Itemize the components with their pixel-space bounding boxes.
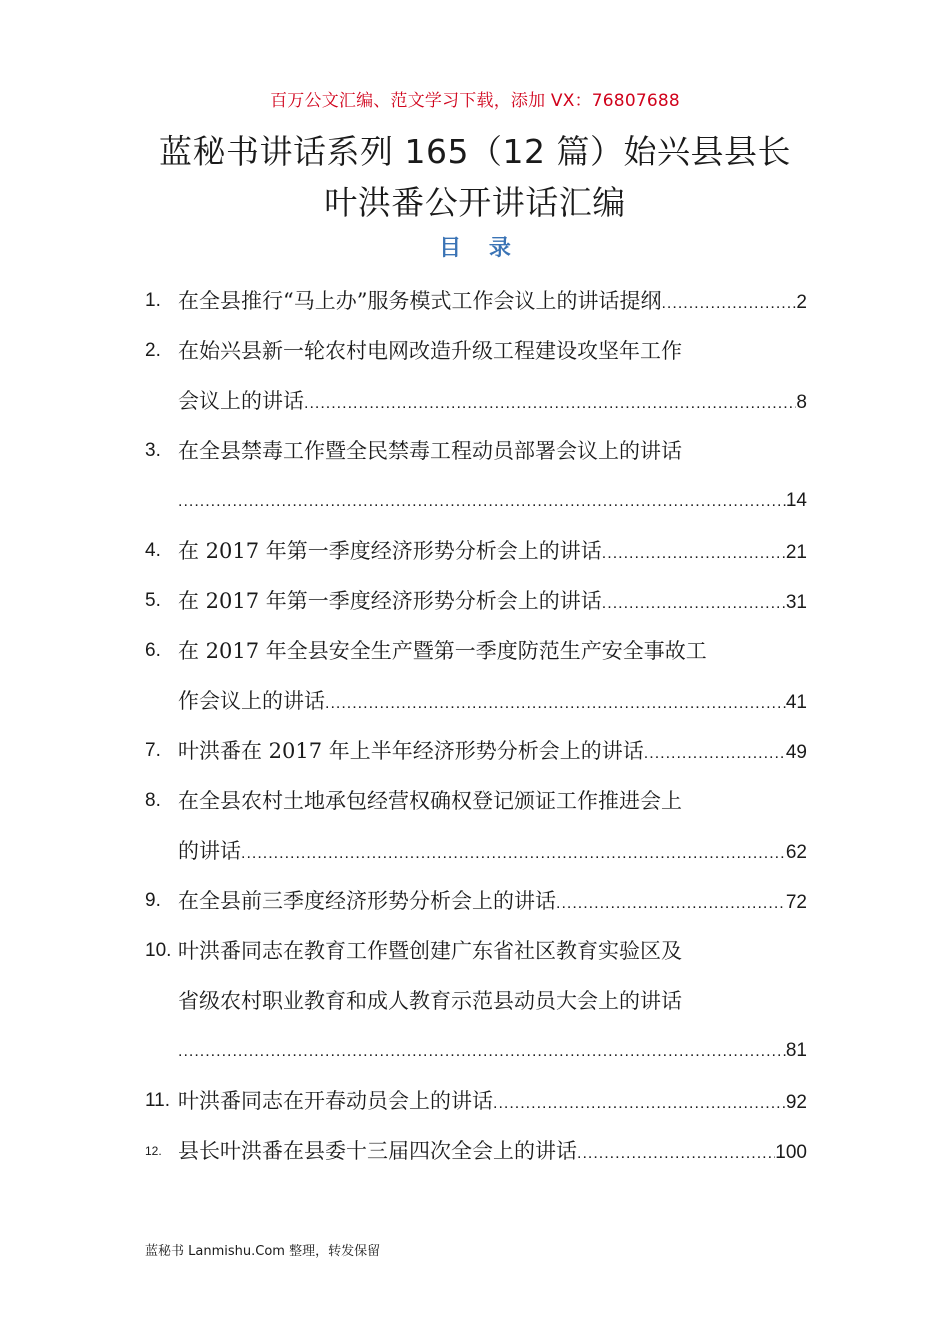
toc-entry-title: 叶洪番同志在开春动员会上的讲话 <box>178 1089 493 1113</box>
dot-leader <box>556 879 786 926</box>
toc-entry-number: 6. <box>145 640 161 661</box>
table-of-contents <box>145 276 807 1176</box>
toc-heading <box>0 231 950 262</box>
toc-entry-page-number: 8 <box>796 392 807 413</box>
dot-leader <box>325 679 786 726</box>
toc-entry[interactable] <box>145 526 807 576</box>
toc-entry-page-number: 49 <box>785 742 807 763</box>
dot-leader <box>602 529 786 576</box>
toc-entry[interactable] <box>145 876 807 926</box>
promo-banner: 百万公文汇编、范文学习下载，添加 VX：76807688 <box>270 91 680 111</box>
toc-entry-page-number: 21 <box>785 542 807 563</box>
toc-entry-number: 11. <box>145 1090 171 1111</box>
toc-entry-title: 的讲话 <box>178 839 241 863</box>
toc-entry[interactable] <box>145 926 807 1076</box>
toc-entry[interactable] <box>145 1076 807 1126</box>
toc-entry[interactable] <box>145 276 807 326</box>
toc-entry-page-number: 62 <box>785 842 807 863</box>
toc-heading-char-2: 录 <box>488 236 511 261</box>
dot-leader <box>661 279 796 326</box>
toc-entry-page-number: 31 <box>785 592 807 613</box>
toc-entry[interactable] <box>145 326 807 426</box>
toc-entry-title-line: 叶洪番同志在教育工作暨创建广东省社区教育实验区及 <box>178 939 682 963</box>
toc-entry[interactable] <box>145 1126 807 1176</box>
toc-heading-char-1: 目 <box>439 236 462 261</box>
dot-leader <box>241 829 786 876</box>
toc-entry-title-line: 在 2017 年全县安全生产暨第一季度防范生产安全事故工 <box>178 639 707 663</box>
toc-entry-title: 作会议上的讲话 <box>178 689 325 713</box>
toc-entry-title: 在全县推行“马上办”服务模式工作会议上的讲话提纲 <box>178 289 662 313</box>
toc-entry-page-number: 100 <box>775 1142 807 1163</box>
toc-entry[interactable] <box>145 726 807 776</box>
toc-entry-number: 3. <box>145 440 161 461</box>
toc-entry-number: 2. <box>145 340 161 361</box>
toc-entry-title: 在全县前三季度经济形势分析会上的讲话 <box>178 889 556 913</box>
toc-entry-number: 8. <box>145 790 161 811</box>
toc-entry-title: 县长叶洪番在县委十三届四次全会上的讲话 <box>178 1139 577 1163</box>
toc-entry-number: 12. <box>145 1144 162 1158</box>
document-title-line-2: 叶洪番公开讲话汇编 <box>324 183 626 222</box>
toc-entry-page-number: 81 <box>785 1040 807 1061</box>
toc-entry-number: 9. <box>145 890 161 911</box>
dot-leader <box>178 1027 786 1076</box>
toc-entry-page-number: 14 <box>785 490 807 511</box>
dot-leader <box>602 579 786 626</box>
toc-entry-title: 在 2017 年第一季度经济形势分析会上的讲话 <box>178 589 602 613</box>
dot-leader <box>644 729 786 776</box>
toc-entry-title-line: 在全县农村土地承包经营权确权登记颁证工作推进会上 <box>178 789 682 813</box>
document-title-line-1: 蓝秘书讲话系列 165（12 篇）始兴县县长 <box>159 132 791 171</box>
toc-entry-number: 1. <box>145 290 161 311</box>
toc-entry-page-number: 41 <box>785 692 807 713</box>
toc-entry-number: 10. <box>145 940 172 961</box>
footer-note: 蓝秘书 Lanmishu.Com 整理，转发保留 <box>145 1244 381 1259</box>
toc-entry-title-line: 在全县禁毒工作暨全民禁毒工程动员部署会议上的讲话 <box>178 439 682 463</box>
toc-entry-page-number: 92 <box>785 1092 807 1113</box>
toc-entry-number: 5. <box>145 590 161 611</box>
toc-entry-number: 7. <box>145 740 161 761</box>
dot-leader <box>178 477 786 526</box>
toc-entry-title: 会议上的讲话 <box>178 389 304 413</box>
toc-entry-title: 叶洪番在 2017 年上半年经济形势分析会上的讲话 <box>178 739 644 763</box>
toc-entry[interactable] <box>145 426 807 526</box>
toc-entry[interactable] <box>145 626 807 726</box>
toc-entry-number: 4. <box>145 540 161 561</box>
toc-entry-title-line: 在始兴县新一轮农村电网改造升级工程建设攻坚年工作 <box>178 339 682 363</box>
dot-leader <box>577 1129 775 1176</box>
toc-entry-page-number: 2 <box>796 292 807 313</box>
toc-entry[interactable] <box>145 776 807 876</box>
toc-entry-page-number: 72 <box>785 892 807 913</box>
toc-entry[interactable] <box>145 576 807 626</box>
toc-entry-title-line: 省级农村职业教育和成人教育示范县动员大会上的讲话 <box>178 989 682 1013</box>
dot-leader <box>304 379 796 426</box>
toc-entry-title: 在 2017 年第一季度经济形势分析会上的讲话 <box>178 539 602 563</box>
dot-leader <box>493 1079 786 1126</box>
